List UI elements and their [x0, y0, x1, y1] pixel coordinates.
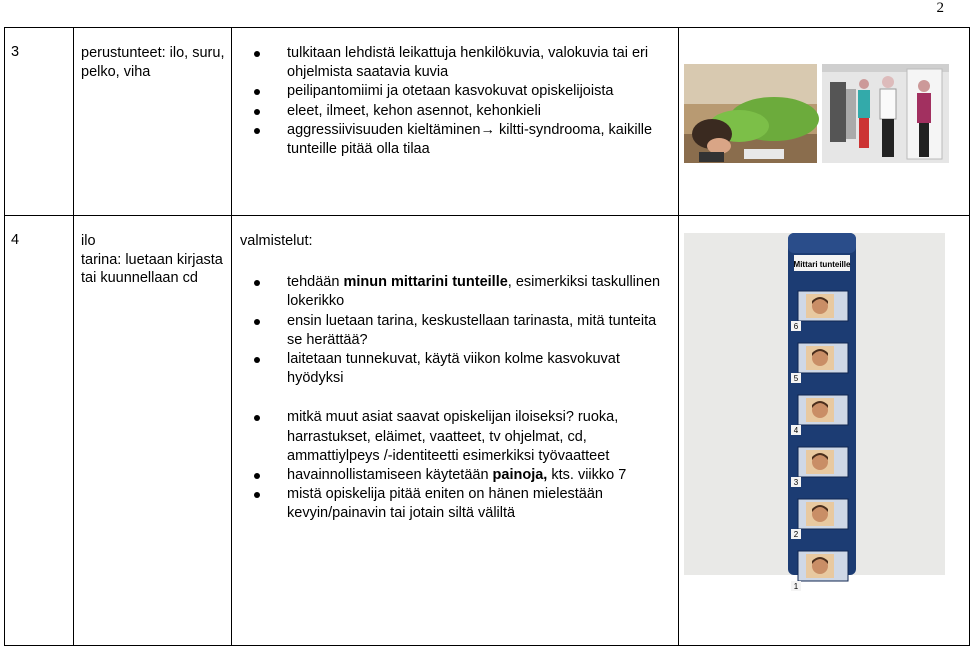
photo-emotion-meter [684, 233, 945, 591]
photo-hallway-people [822, 64, 949, 163]
activity-list [240, 273, 672, 388]
row-content [232, 216, 679, 646]
row-images [679, 28, 970, 216]
list-item: peilipantomiimi ja otetaan kasvokuvat opiskelijoista [240, 82, 672, 101]
list-item: mistä opiskelija pitää eniten on hänen mielestään kevyin/painavin tai jotain siltä väliltä [240, 485, 672, 523]
pocket-number: 4 [793, 426, 799, 435]
pocket-number: 1 [793, 582, 799, 591]
row-content [232, 28, 679, 216]
list-item: laitetaan tunnekuvat, käytä viikon kolme kasvokuvat hyödyksi [240, 350, 672, 388]
row-topic: ilo tarina: luetaan kirjasta tai kuunnellaan cd [74, 216, 232, 646]
activity-list [240, 408, 672, 523]
list-item: ensin luetaan tarina, keskustellaan tarinasta, mitä tunteita se herättää? [240, 312, 672, 350]
row-number: 3 [5, 28, 74, 216]
list-item: aggressiivisuuden kieltäminen→ kiltti-syndrooma, kaikille tunteille pitää olla tilaa [240, 121, 672, 159]
list-item: tulkitaan lehdistä leikattuja henkilökuvia, valokuvia tai eri ohjelmista saatavia kuvia [240, 44, 672, 82]
list-item: eleet, ilmeet, kehon asennot, kehonkieli [240, 102, 672, 121]
row-images [679, 216, 970, 646]
pocket-number: 2 [793, 530, 799, 539]
meter-title: Mittari tunteille [793, 260, 851, 269]
list-item: havainnollistamiseen käytetään painoja, kts. viikko 7 [240, 466, 672, 485]
row-topic: perustunteet: ilo, suru, pelko, viha [74, 28, 232, 216]
pocket-number: 6 [793, 322, 799, 331]
pocket-number: 3 [793, 478, 799, 487]
row-number: 4 [5, 216, 74, 646]
table-row [5, 216, 970, 646]
lesson-table [4, 27, 970, 646]
list-item: mitkä muut asiat saavat opiskelijan iloiseksi? ruoka, harrastukset, eläimet, vaatteet, tv ohjelmat, cd, ammattiylpeys /-identiteetti esimerkiksi työvaatteet [240, 408, 672, 466]
page-number: 2 [936, 0, 944, 16]
activity-list [240, 44, 672, 159]
list-item: tehdään minun mittarini tunteille, esimerkiksi taskullinen lokerikko [240, 273, 672, 311]
pocket-number: 5 [793, 374, 799, 383]
table-row [5, 28, 970, 216]
photo-sleeping-student [684, 64, 817, 163]
preparation-heading: valmistelut: [240, 233, 313, 249]
